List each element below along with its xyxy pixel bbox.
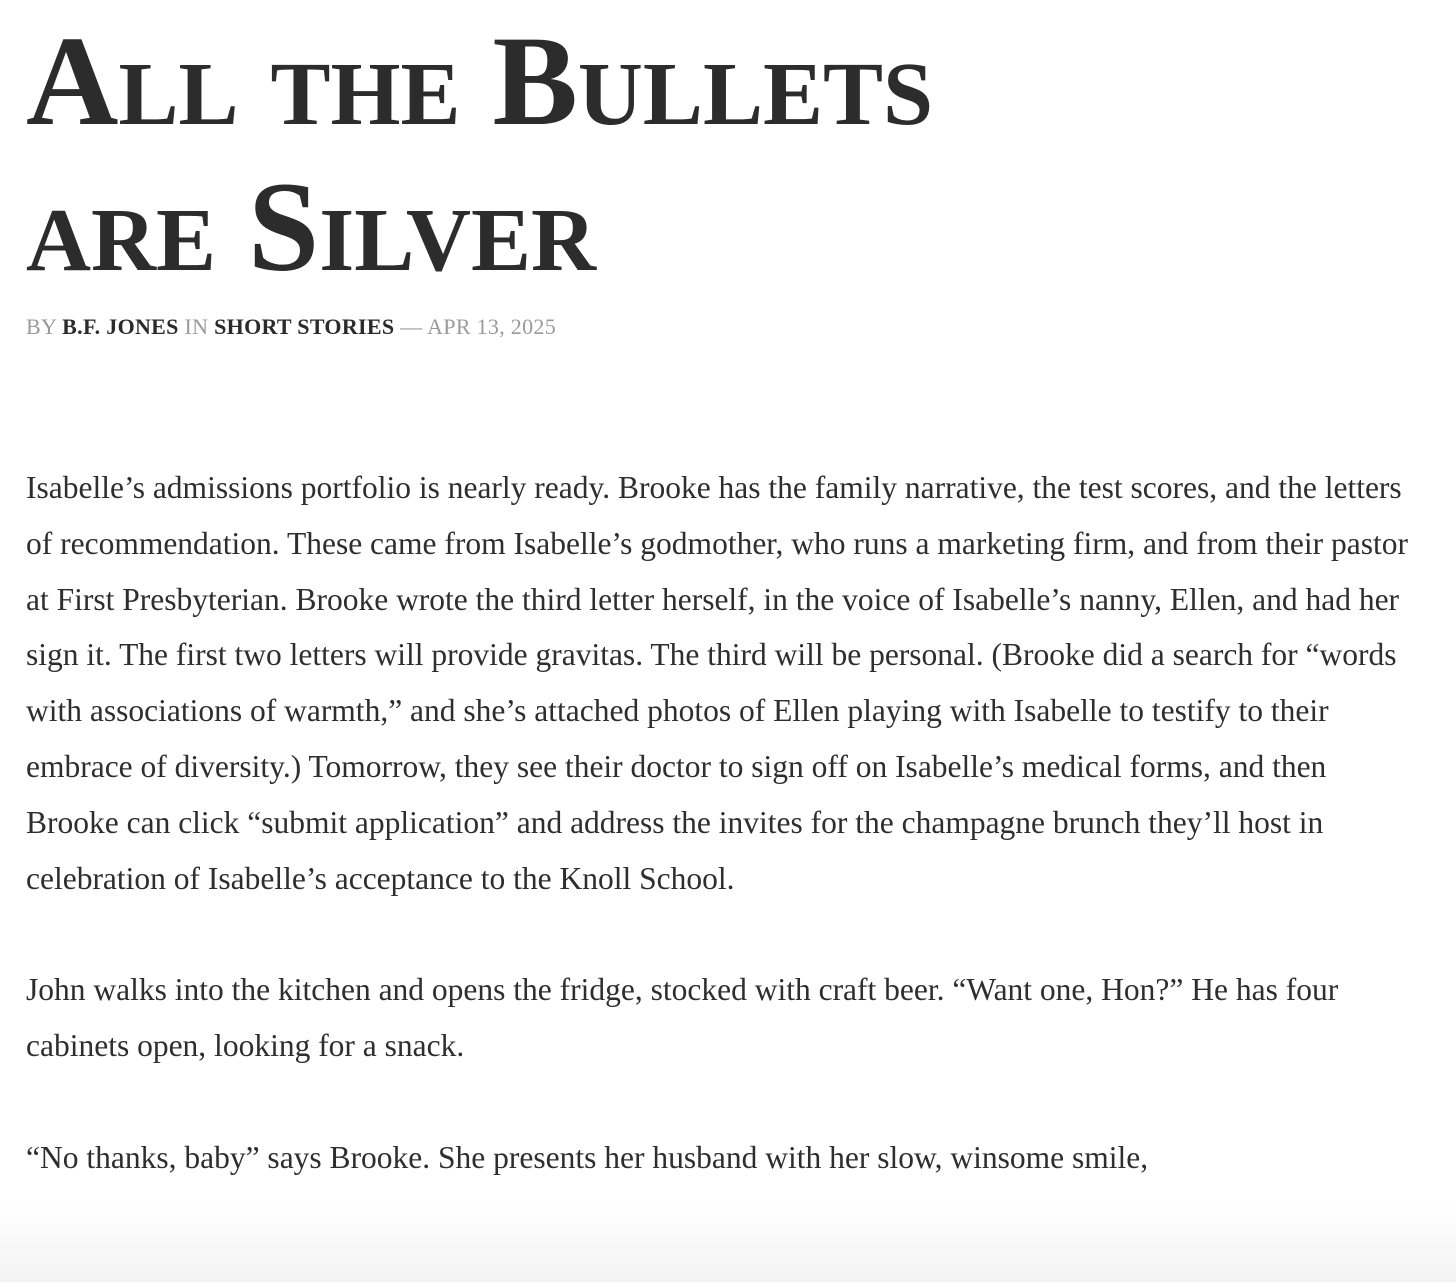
paragraph: John walks into the kitchen and opens the fridge, stocked with craft beer. “Want one, Hon?” He has four cabinets open, looking for a snack. xyxy=(26,972,1339,1064)
article-title xyxy=(26,0,1426,300)
article-title-line-1: All the Bullets xyxy=(26,10,934,152)
byline-in-label: IN xyxy=(184,314,209,339)
byline xyxy=(26,314,1426,340)
author-link[interactable]: B.F. JONES xyxy=(62,314,179,339)
paragraph: Isabelle’s admissions portfolio is nearly ready. Brooke has the family narrative, the test scores, and the letters of recommendation. These came from Isabelle’s godmother, who runs a marketing firm, and from their pastor at First Presbyterian. Brooke wrote the third letter herself, in the voice of Isabelle’s nanny, Ellen, and had her sign it. The first two letters will provide gravitas. The third will be personal. (Brooke did a search for “words with associations of warmth,” and she’s attached photos of Ellen playing with Isabelle to testify to their embrace of diversity.) Tomorrow, they see their doctor to sign off on Isabelle’s medical forms, and then Brooke can click “submit application” and address the invites for the champagne brunch they’ll host in celebration of Isabelle’s acceptance to the Knoll School. xyxy=(26,470,1408,896)
category-link[interactable]: SHORT STORIES xyxy=(214,314,395,339)
article-title-line-2: are Silver xyxy=(26,156,597,298)
publish-date: APR 13, 2025 xyxy=(427,314,556,339)
article xyxy=(26,0,1426,1242)
article-body xyxy=(26,460,1426,1186)
byline-dash: — xyxy=(400,314,423,339)
byline-by-label: BY xyxy=(26,314,57,339)
paragraph: “No thanks, baby” says Brooke. She presents her husband with her slow, winsome smile, xyxy=(26,1139,1149,1175)
